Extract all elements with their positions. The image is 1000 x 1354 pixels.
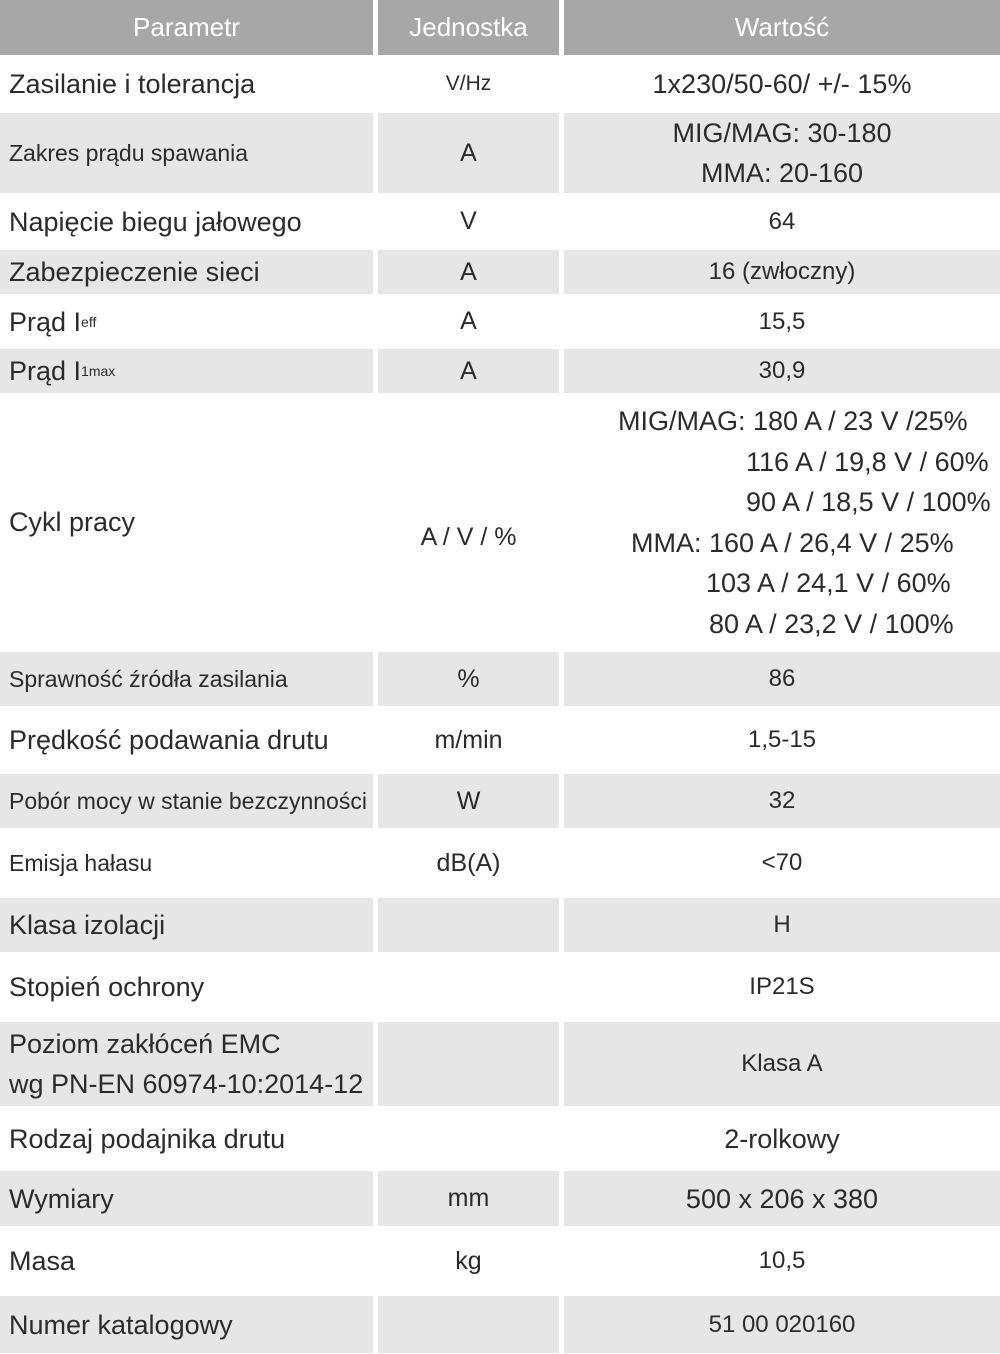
row-param: Napięcie biegu jałowego — [0, 197, 378, 246]
row-value: H — [564, 898, 1000, 952]
row-unit: V — [378, 197, 564, 246]
row-unit: m/min — [378, 710, 564, 770]
table-row — [0, 1296, 1000, 1353]
row-param: Emisja hałasu — [0, 832, 378, 894]
row-param: Zabezpieczenie sieci — [0, 250, 378, 294]
param-line: Poziom zakłóceń EMC — [9, 1029, 281, 1059]
table-row — [0, 1230, 1000, 1296]
table-header — [0, 0, 1000, 59]
header-param: Parametr — [0, 0, 378, 55]
row-value: Klasa A — [564, 1022, 1000, 1106]
row-value: 51 00 020160 — [564, 1296, 1000, 1353]
table-row — [0, 832, 1000, 898]
row-unit: A — [378, 298, 564, 345]
table-row — [0, 710, 1000, 774]
row-unit — [378, 898, 564, 952]
table-row — [0, 197, 1000, 250]
row-param: Zakres prądu spawania — [0, 113, 378, 193]
table-row — [0, 59, 1000, 113]
row-value — [564, 397, 1000, 648]
row-unit — [378, 1022, 564, 1106]
row-param: Sprawność źródła zasilania — [0, 652, 378, 706]
value-line: MIG/MAG: 180 A / 23 V /25% — [618, 406, 968, 436]
table-row — [0, 898, 1000, 956]
row-param — [0, 349, 378, 393]
row-param: Cykl pracy — [0, 397, 378, 648]
table-row — [0, 298, 1000, 349]
table-row — [0, 1022, 1000, 1110]
row-value: 86 — [564, 652, 1000, 706]
table-row — [0, 349, 1000, 397]
param-subscript: 1max — [81, 363, 116, 379]
table-row — [0, 397, 1000, 652]
row-value: 1x230/50-60/ +/- 15% — [652, 69, 912, 99]
row-unit: W — [378, 774, 564, 828]
table-row — [0, 250, 1000, 298]
row-param: Zasilanie i tolerancja — [0, 59, 378, 109]
row-value: IP21S — [749, 973, 815, 1000]
row-param — [0, 1022, 378, 1106]
row-param: Numer katalogowy — [0, 1296, 378, 1353]
table-row — [0, 1110, 1000, 1171]
row-param: Stopień ochrony — [0, 956, 378, 1018]
row-value: 15,5 — [758, 307, 806, 335]
row-unit: A — [378, 113, 564, 193]
row-unit — [378, 1110, 564, 1167]
row-unit: dB(A) — [378, 832, 564, 894]
row-param — [0, 298, 378, 345]
row-value: 16 (zwłoczny) — [564, 250, 1000, 294]
row-unit: mm — [378, 1171, 564, 1226]
row-param: Klasa izolacji — [0, 898, 378, 952]
value-line: MMA: 160 A / 26,4 V / 25% — [631, 527, 954, 558]
param-line: wg PN-EN 60974-10:2014-12 — [9, 1069, 364, 1099]
value-line: 116 A / 19,8 V / 60% — [746, 446, 989, 477]
row-value: 1,5-15 — [747, 726, 817, 753]
row-value: 500 x 206 x 380 — [564, 1171, 1000, 1226]
row-unit: A — [378, 349, 564, 393]
row-unit: V/Hz — [378, 59, 564, 109]
table-row — [0, 113, 1000, 197]
param-text: Prąd I — [9, 356, 82, 386]
param-subscript: eff — [81, 313, 97, 330]
row-param: Masa — [0, 1230, 378, 1292]
value-line: 80 A / 23,2 V / 100% — [709, 608, 954, 639]
row-unit: kg — [378, 1230, 564, 1292]
row-value: 64 — [768, 207, 796, 235]
table-row — [0, 652, 1000, 710]
table-row — [0, 956, 1000, 1022]
row-value: 32 — [564, 774, 1000, 828]
param-text: Prąd I — [9, 306, 82, 337]
header-unit: Jednostka — [378, 0, 564, 55]
row-value: <70 — [761, 849, 803, 876]
value-line: MMA: 20-160 — [700, 158, 864, 188]
row-param: Prędkość podawania drutu — [0, 710, 378, 770]
value-line: MIG/MAG: 30-180 — [672, 118, 892, 148]
row-value: 2-rolkowy — [724, 1123, 840, 1154]
row-param: Wymiary — [0, 1171, 378, 1226]
row-param: Rodzaj podajnika drutu — [0, 1110, 378, 1167]
table-row — [0, 1171, 1000, 1230]
row-value: 30,9 — [564, 349, 1000, 393]
row-unit: % — [378, 652, 564, 706]
row-unit: A — [378, 250, 564, 294]
table-row — [0, 774, 1000, 832]
row-value: 10,5 — [758, 1247, 806, 1274]
header-value: Wartość — [564, 0, 1000, 55]
row-unit: A / V / % — [378, 397, 564, 648]
row-param: Pobór mocy w stanie bezczynności — [0, 774, 378, 828]
value-line: 103 A / 24,1 V / 60% — [706, 568, 951, 598]
row-unit — [378, 956, 564, 1018]
row-value — [564, 113, 1000, 193]
value-line: 90 A / 18,5 V / 100% — [746, 487, 991, 517]
row-unit — [378, 1296, 564, 1353]
